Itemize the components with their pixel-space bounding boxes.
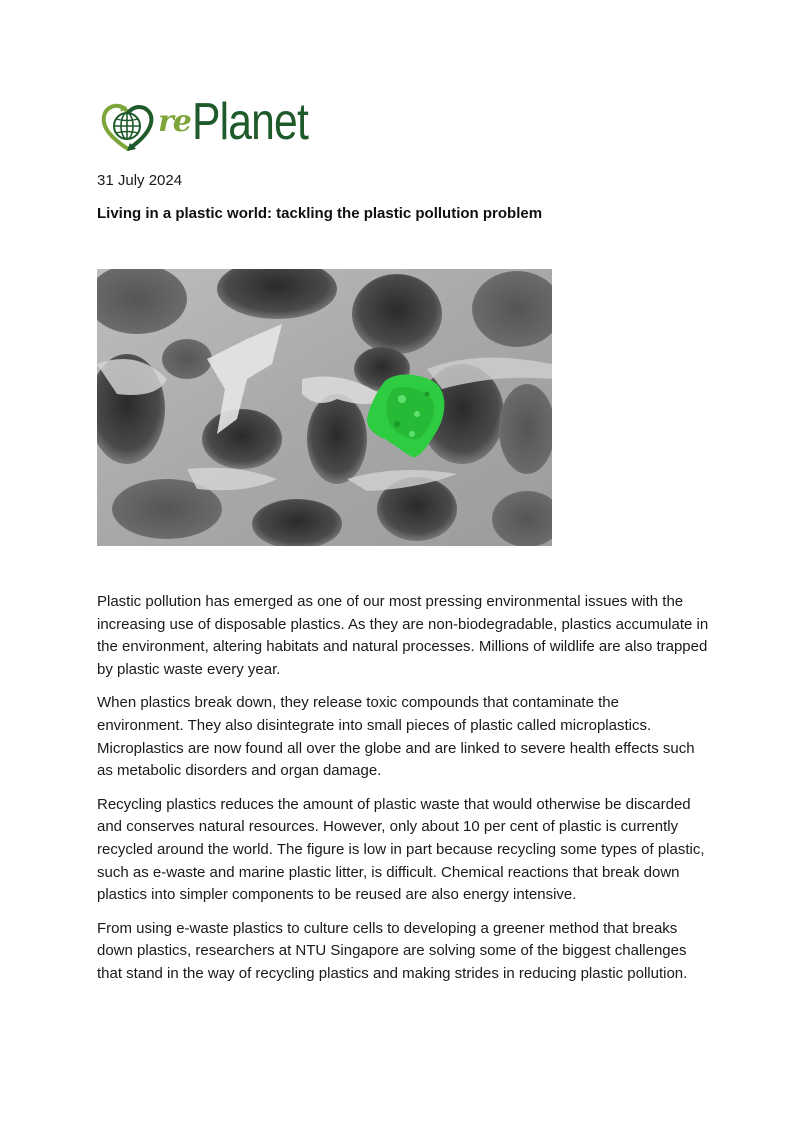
article-body [97, 591, 709, 997]
globe-heart-icon [100, 99, 156, 155]
logo-name: Planet [192, 93, 308, 151]
logo-prefix: re [158, 104, 191, 139]
microscope-foam-image [97, 269, 552, 546]
article-paragraph: Plastic pollution has emerged as one of our most pressing environmental issues with the increasing use of disposable plastics. As they are non-biodegradable, plastics accumulate in the environment, altering habitats and natural processes. Millions of wildlife are also trapped by plastic waste every year. [97, 593, 709, 678]
replanet-logo [100, 93, 320, 156]
article-date: 31 July 2024 [97, 172, 183, 189]
article-title: Living in a plastic world: tackling the plastic pollution problem [97, 205, 543, 222]
article-paragraph: From using e-waste plastics to culture cells to developing a greener method that breaks down plastics, researchers at NTU Singapore are solving some of the biggest challenges that stand in the way of recycling plastics and making strides in reducing plastic pollution. [97, 919, 688, 982]
article-paragraph: When plastics break down, they release toxic compounds that contaminate the environment. They also disintegrate into small pieces of plastic called microplastics. Microplastics are now found all over the globe and are linked to severe health effects such as metabolic disorders and organ damage. [97, 694, 695, 780]
foam-micrograph [97, 269, 552, 546]
article-paragraph: Recycling plastics reduces the amount of plastic waste that would otherwise be discarded and conserves natural resources. However, only about 10 per cent of plastic is currently recycled around the world. The figure is low in part because recycling some types of plastic, such as e-waste and marine plastic litter, is difficult. Chemical reactions that break down plastics into simpler components to be reused are also energy intensive. [97, 795, 705, 904]
